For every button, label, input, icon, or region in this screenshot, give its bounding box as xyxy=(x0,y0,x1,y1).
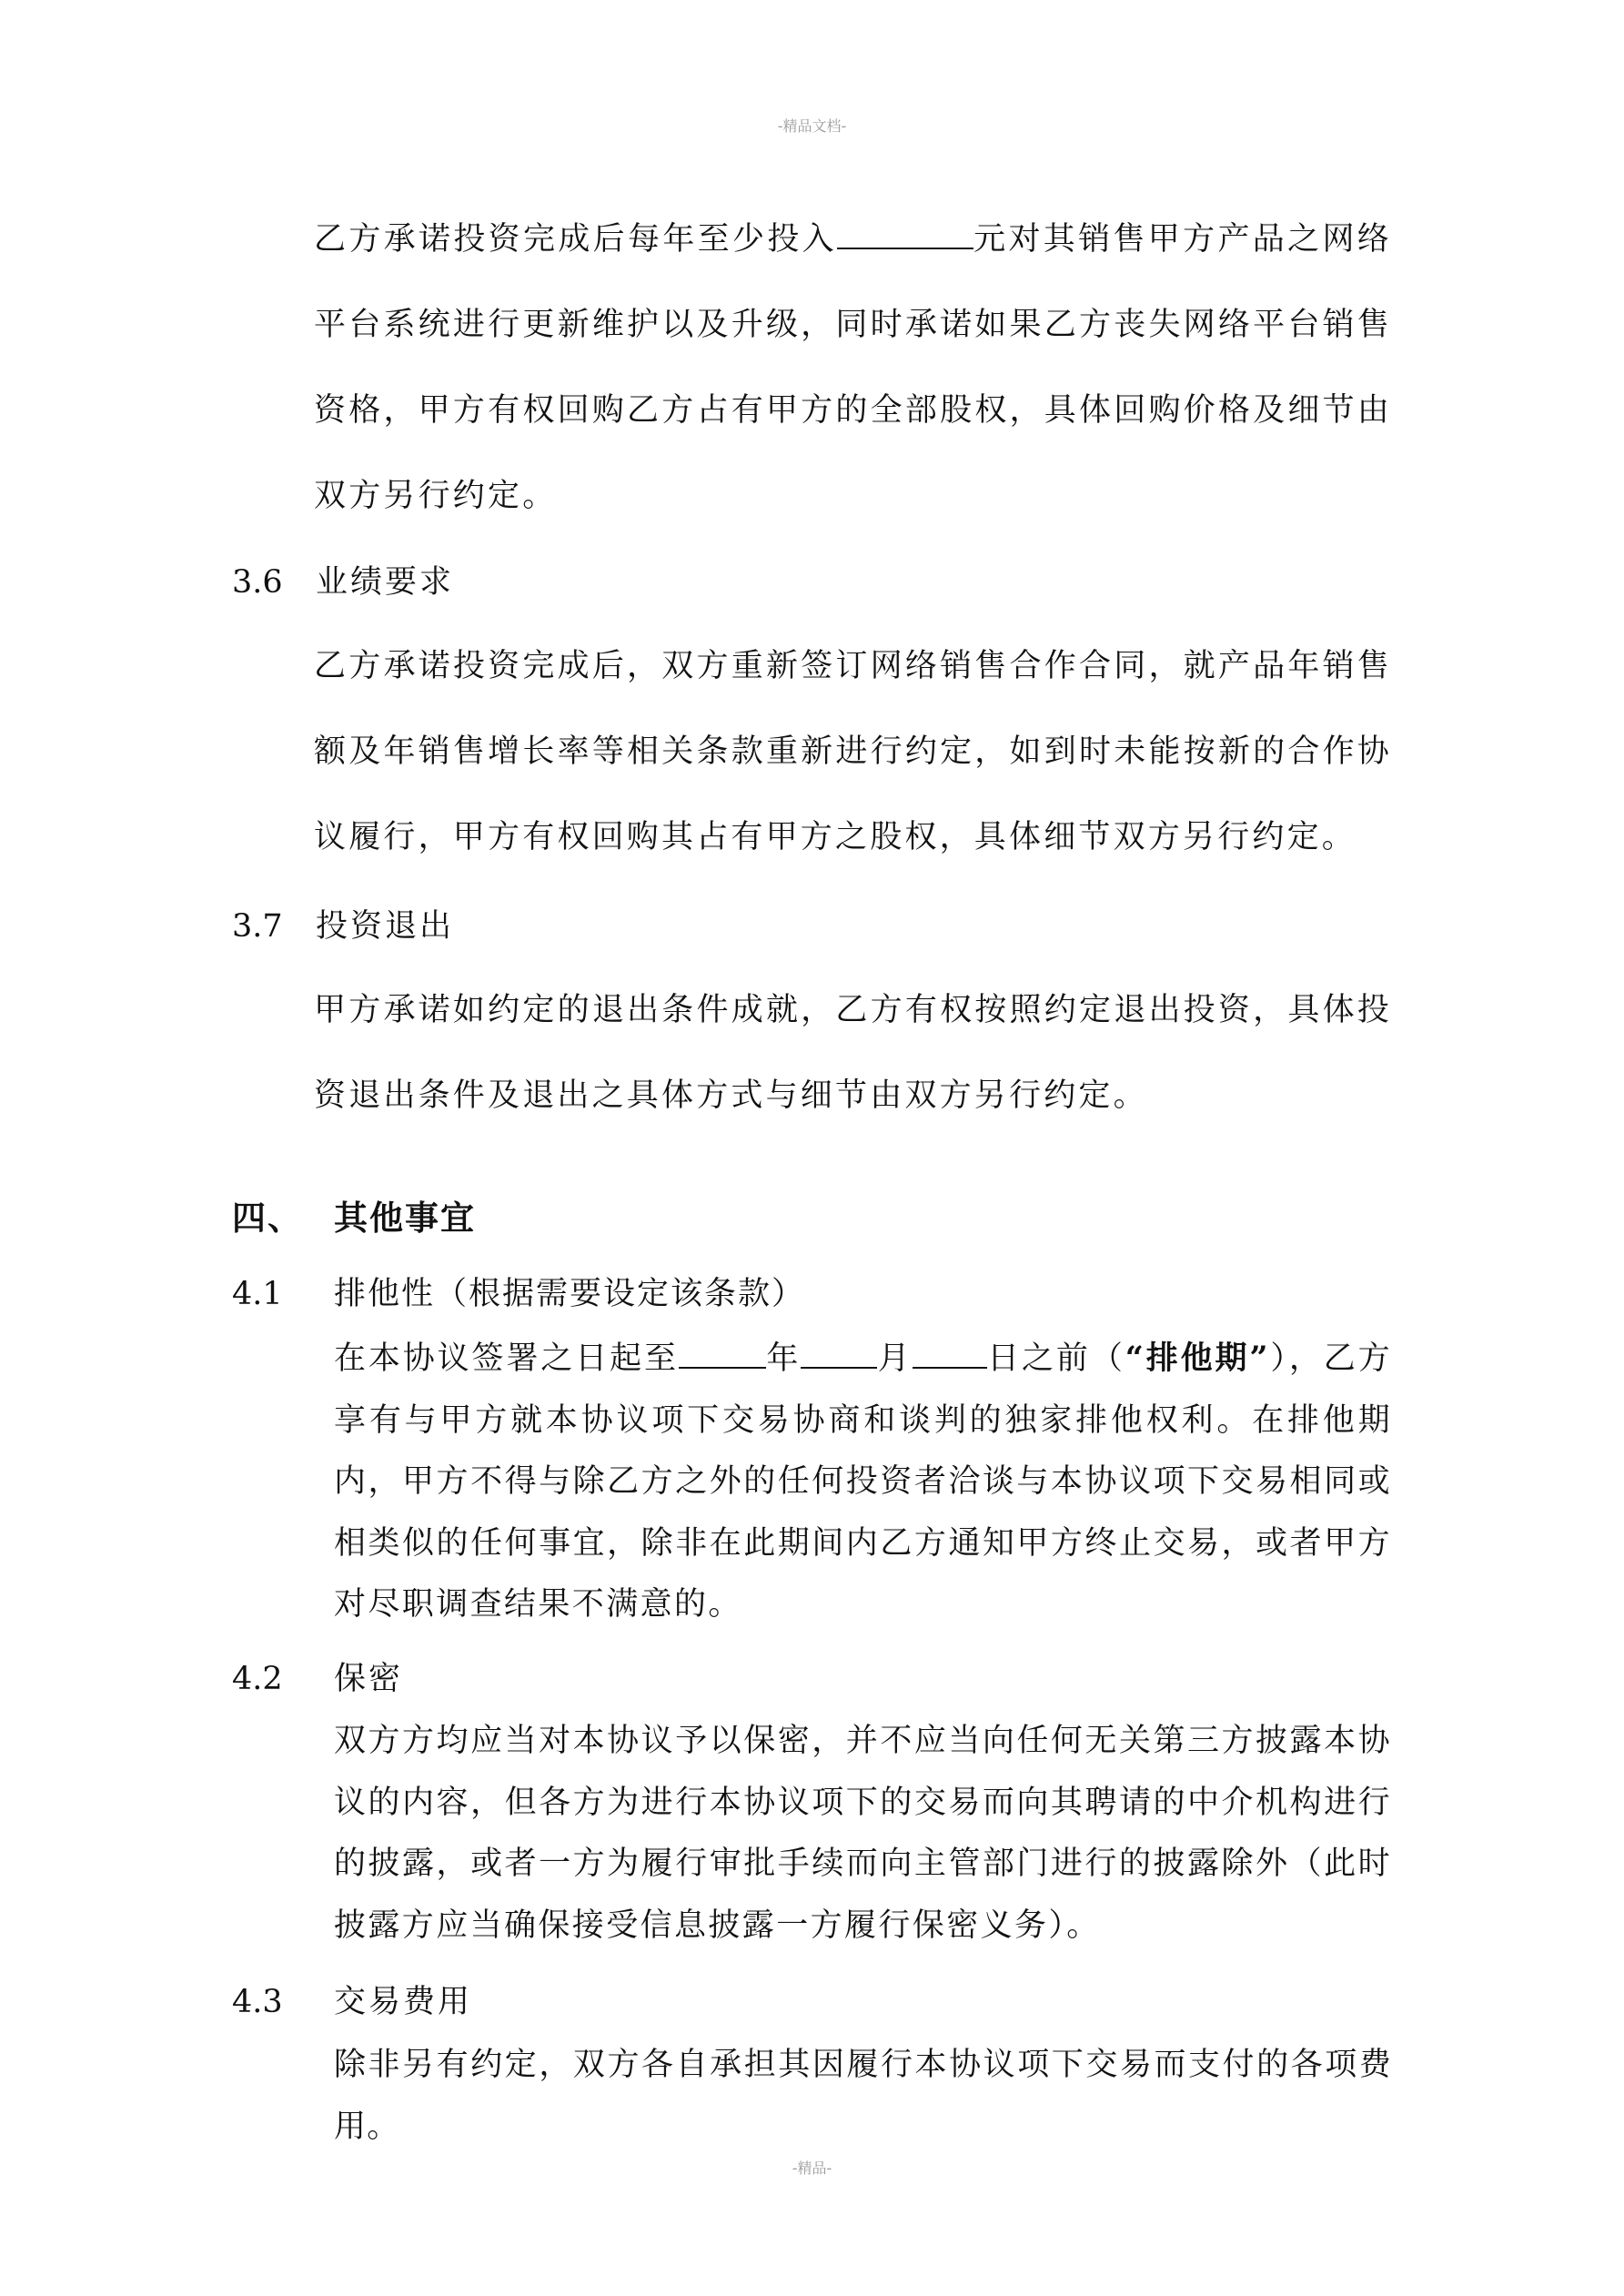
year-label: 年 xyxy=(765,1340,802,1377)
amount-blank xyxy=(837,216,973,249)
year-blank xyxy=(679,1335,766,1369)
clause-3-5-text-b: 元对其销售甲方产品之网络平台系统进行更新维护以及升级，同时承诺如果乙方丧失网络平台销售资格，甲方有权回购乙方占有甲方的全部股权，具体回购价格及细节由双方另行约定。 xyxy=(314,221,1392,514)
clause-4-3-title: 交易费用 xyxy=(334,1984,473,2020)
page-header: -精品文档- xyxy=(777,117,847,135)
clause-4-2-number: 4.2 xyxy=(232,1661,283,1697)
clause-3-7-body: 甲方承诺如约定的退出条件成就，乙方有权按照约定退出投资，具体投资退出条件及退出之具体方式与细节由双方另行约定。 xyxy=(314,992,1392,1114)
clause-3-5-body xyxy=(314,197,1392,539)
clause-3-7-number: 3.7 xyxy=(232,908,283,945)
clause-3-7-title: 投资退出 xyxy=(316,908,455,945)
clause-3-6-title: 业绩要求 xyxy=(316,564,455,601)
clause-4-2-title: 保密 xyxy=(334,1661,404,1697)
day-label: 日之前（ xyxy=(986,1340,1125,1377)
section-4-number: 四、 xyxy=(232,1198,303,1238)
section-4-title: 其他事宜 xyxy=(334,1198,476,1238)
clause-4-1-text-start: 在本协议签署之日起至 xyxy=(334,1340,679,1377)
month-label: 月 xyxy=(877,1340,913,1377)
clause-4-3-body: 除非另有约定，双方各自承担其因履行本协议项下交易而支付的各项费用。 xyxy=(334,2047,1392,2145)
clause-4-1-body xyxy=(334,1328,1392,1636)
exclusivity-term: “排他期” xyxy=(1125,1340,1270,1377)
month-blank xyxy=(801,1335,877,1369)
clause-4-1-number: 4.1 xyxy=(232,1276,283,1312)
page-footer: -精品- xyxy=(792,2159,832,2177)
clause-3-5-text-a: 乙方承诺投资完成后每年至少投入 xyxy=(314,221,837,258)
clause-4-1-text-rest: ），乙方享有与甲方就本协议项下交易协商和谈判的独家排他权利。在排他期内，甲方不得与除乙方之外的任何投资者洽谈与本协议项下交易相同或相类似的任何事宜，除非在此期间内乙方通知甲方终止交易，或者甲方对尽职调查结果不满意的。 xyxy=(334,1340,1392,1623)
clause-4-1-title: 排他性（根据需要设定该条款） xyxy=(334,1276,806,1312)
clause-3-6-body: 乙方承诺投资完成后，双方重新签订网络销售合作合同，就产品年销售额及年销售增长率等相关条款重新进行约定，如到时未能按新的合作协议履行，甲方有权回购其占有甲方之股权，具体细节双方另行约定。 xyxy=(314,648,1392,855)
clause-4-3-number: 4.3 xyxy=(232,1984,283,2020)
clause-4-2-body: 双方方均应当对本协议予以保密，并不应当向任何无关第三方披露本协议的内容，但各方为进行本协议项下的交易而向其聘请的中介机构进行的披露，或者一方为履行审批手续而向主管部门进行的披露除外（此时披露方应当确保接受信息披露一方履行保密义务）。 xyxy=(334,1723,1392,1944)
clause-3-6-number: 3.6 xyxy=(232,564,283,601)
day-blank xyxy=(913,1335,987,1369)
